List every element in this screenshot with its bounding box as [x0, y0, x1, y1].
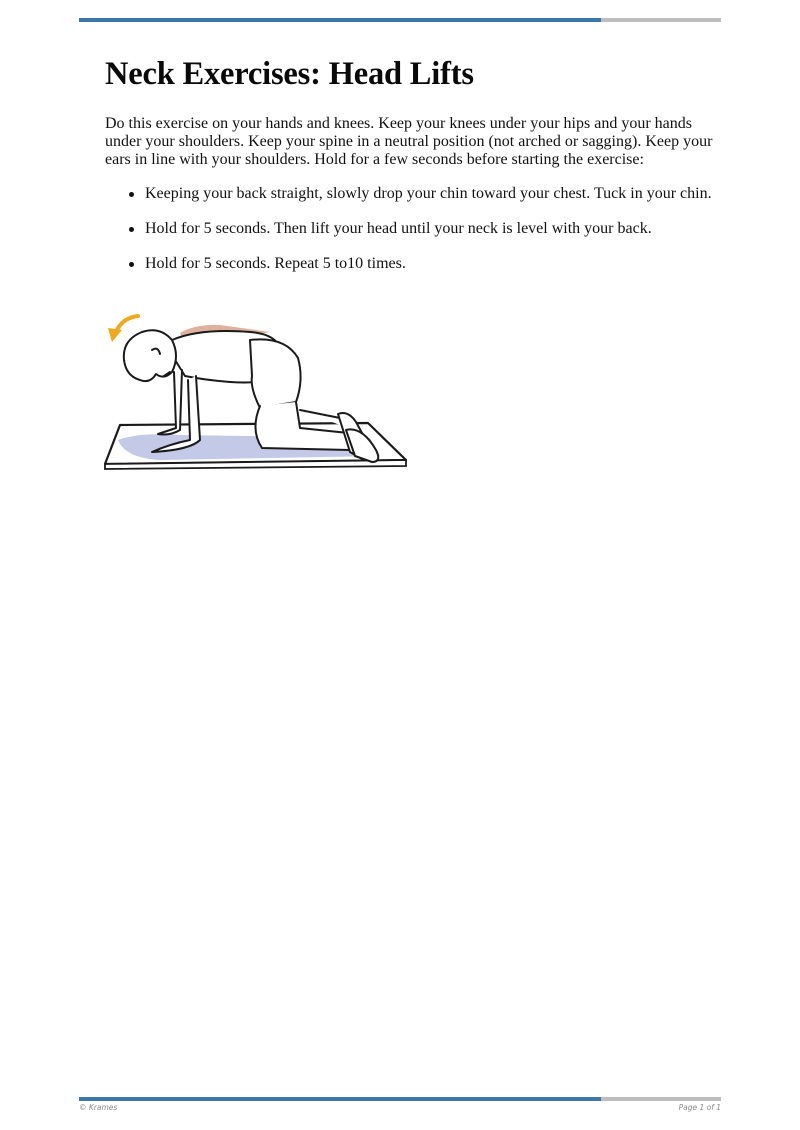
- list-item: [105, 185, 715, 203]
- header-rule-secondary: [601, 18, 721, 22]
- bullet-icon: [129, 227, 134, 232]
- header-rule-primary: [79, 18, 601, 22]
- step-text: Keeping your back straight, slowly drop your chin toward your chest. Tuck in your chin.: [145, 185, 712, 202]
- list-item: [105, 255, 715, 273]
- footer-rule-primary: [79, 1097, 601, 1101]
- footer-page-number: Page 1 of 1: [678, 1103, 721, 1112]
- footer-rule: [79, 1097, 721, 1101]
- exercise-illustration: [100, 310, 415, 475]
- intro-paragraph: Do this exercise on your hands and knees. Keep your knees under your hips and your hands under your shoulders. Keep your spine in a neutral position (not arched or sagging). Keep your ears in line with your shoulders. Hold for a few seconds before starting the exercise:: [105, 115, 713, 168]
- bullet-icon: [129, 192, 134, 197]
- step-text: Hold for 5 seconds. Repeat 5 to10 times.: [145, 255, 406, 272]
- step-text: Hold for 5 seconds. Then lift your head until your neck is level with your back.: [145, 220, 652, 237]
- list-item: [105, 220, 715, 238]
- footer-rule-secondary: [601, 1097, 721, 1101]
- exercise-steps-list: [105, 185, 715, 290]
- bullet-icon: [129, 262, 134, 267]
- page-title: Neck Exercises: Head Lifts: [105, 56, 474, 92]
- header-rule: [79, 18, 721, 22]
- footer-copyright: © Krames: [79, 1103, 118, 1112]
